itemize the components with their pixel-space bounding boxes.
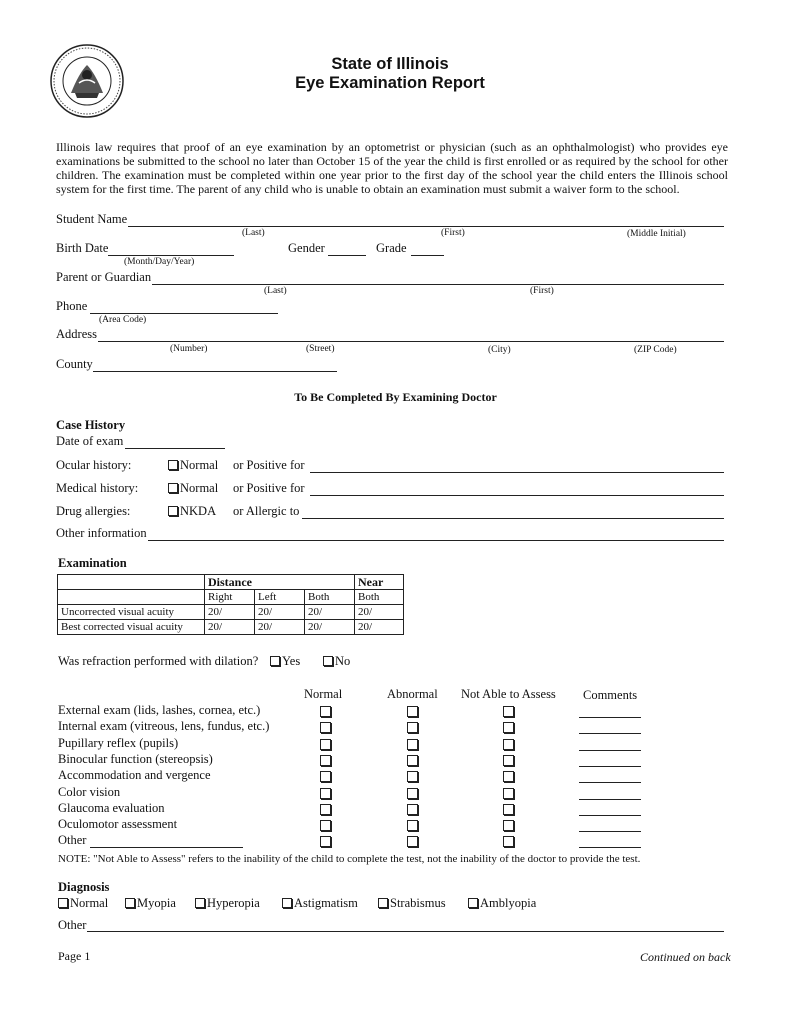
near-both-header: Both — [355, 590, 404, 605]
drug-allergic-field[interactable] — [302, 518, 724, 519]
normal-checkbox-icon[interactable] — [320, 771, 331, 782]
comments-field[interactable] — [579, 733, 641, 734]
address-zip-caption: (ZIP Code) — [634, 345, 677, 355]
checkbox-icon[interactable] — [168, 460, 178, 470]
comments-field[interactable] — [579, 831, 641, 832]
comments-field[interactable] — [579, 782, 641, 783]
comments-field[interactable] — [579, 799, 641, 800]
abnormal-checkbox-icon[interactable] — [407, 722, 418, 733]
abnormal-checkbox-icon[interactable] — [407, 804, 418, 815]
comments-field[interactable] — [579, 847, 641, 848]
abnormal-checkbox-icon[interactable] — [407, 788, 418, 799]
acuity-cell[interactable]: 20/ — [205, 605, 255, 620]
address-city-caption: (City) — [488, 345, 511, 355]
parent-field[interactable] — [152, 284, 724, 285]
medical-positive-label: or Positive for — [233, 481, 305, 495]
other-info-field[interactable] — [148, 540, 724, 541]
right-header: Right — [205, 590, 255, 605]
address-label: Address — [56, 327, 97, 341]
diagnosis-astigmatism-option[interactable] — [282, 896, 358, 911]
other-info-label: Other information — [56, 526, 147, 540]
diagnosis-option-label: Normal — [70, 896, 109, 910]
assessment-row-label: External exam (lids, lashes, cornea, etc.) — [58, 703, 261, 717]
table-row — [58, 620, 404, 635]
assessment-row-label: Accommodation and vergence — [58, 768, 211, 783]
not-able-checkbox-icon[interactable] — [503, 836, 514, 847]
comments-field[interactable] — [579, 717, 641, 718]
parent-first-caption: (First) — [530, 286, 554, 296]
medical-positive-field[interactable] — [310, 495, 724, 496]
assessment-row-label: Pupillary reflex (pupils) — [58, 735, 179, 750]
acuity-cell[interactable]: 20/ — [355, 620, 404, 635]
diagnosis-normal-option[interactable] — [58, 896, 108, 911]
left-header: Left — [255, 590, 305, 605]
assessment-row-label: Oculomotor assessment — [58, 817, 178, 832]
diagnosis-option-label: Myopia — [137, 896, 176, 910]
checkbox-icon[interactable] — [378, 898, 388, 908]
drug-allergic-label: or Allergic to — [233, 504, 300, 518]
normal-checkbox-icon[interactable] — [320, 755, 331, 766]
parent-label: Parent or Guardian — [56, 270, 152, 284]
dilation-yes-label: Yes — [282, 654, 301, 668]
abnormal-checkbox-icon[interactable] — [407, 820, 418, 831]
col-not-able-header: Not Able to Assess — [461, 687, 556, 701]
medical-history-label: Medical history: — [56, 481, 139, 495]
drug-nkda-label: NKDA — [180, 504, 217, 518]
medical-normal-label: Normal — [180, 481, 219, 495]
abnormal-checkbox-icon[interactable] — [407, 706, 418, 717]
table-corner — [58, 575, 205, 590]
acuity-cell[interactable]: 20/ — [255, 605, 305, 620]
normal-checkbox-icon[interactable] — [320, 820, 331, 831]
continued-note: Continued on back — [640, 950, 731, 964]
abnormal-checkbox-icon[interactable] — [407, 739, 418, 750]
intro-paragraph: Illinois law requires that proof of an eye examination by an optometrist or physician (such as an ophthalmologist) who provides eye examinations be submitted to the school no later than October 15 of the year the child is first enrolled or as required by the school for other children. The examination must be completed within one year prior to the first day of the school year the child enters the Illinois school system for the first time. The parent of any child who is unable to obtain an examination must submit a waiver form to the school. — [56, 140, 728, 196]
not-able-checkbox-icon[interactable] — [503, 755, 514, 766]
dilation-question: Was refraction performed with dilation? — [58, 654, 259, 668]
normal-checkbox-icon[interactable] — [320, 739, 331, 750]
table-row — [58, 605, 404, 620]
normal-checkbox-icon[interactable] — [320, 722, 331, 733]
col-comments-header: Comments — [583, 688, 638, 702]
visual-acuity-table — [57, 574, 404, 635]
address-street-caption: (Street) — [306, 344, 335, 354]
diagnosis-option-label: Astigmatism — [294, 896, 358, 910]
checkbox-icon[interactable] — [468, 898, 478, 908]
ocular-normal-option[interactable] — [168, 458, 218, 473]
student-last-caption: (Last) — [242, 228, 265, 238]
case-history-heading: Case History — [56, 418, 126, 432]
acuity-cell[interactable]: 20/ — [205, 620, 255, 635]
distance-header: Distance — [205, 575, 355, 590]
not-able-checkbox-icon[interactable] — [503, 722, 514, 733]
abnormal-checkbox-icon[interactable] — [407, 771, 418, 782]
not-able-checkbox-icon[interactable] — [503, 706, 514, 717]
drug-allergies-label: Drug allergies: — [56, 504, 131, 518]
grade-label: Grade — [376, 241, 407, 255]
examination-heading: Examination — [58, 556, 127, 570]
ocular-history-label: Ocular history: — [56, 458, 132, 472]
assessment-row-label: Internal exam (vitreous, lens, fundus, etc.) — [58, 719, 270, 734]
diagnosis-strabismus-option[interactable] — [378, 896, 446, 911]
abnormal-checkbox-icon[interactable] — [407, 755, 418, 766]
page-number: Page 1 — [58, 949, 91, 963]
ocular-positive-label: or Positive for — [233, 458, 305, 472]
dilation-yes-option[interactable] — [270, 654, 300, 669]
student-first-caption: (First) — [441, 228, 465, 238]
county-field[interactable] — [93, 371, 337, 372]
not-able-checkbox-icon[interactable] — [503, 804, 514, 815]
ocular-normal-label: Normal — [180, 458, 219, 472]
acuity-cell[interactable]: 20/ — [355, 605, 404, 620]
checkbox-icon[interactable] — [282, 898, 292, 908]
drug-nkda-option[interactable] — [168, 504, 216, 519]
assessment-row-label: Binocular function (stereopsis) — [58, 751, 213, 766]
gender-field[interactable] — [328, 255, 366, 256]
not-able-checkbox-icon[interactable] — [503, 820, 514, 831]
medical-normal-option[interactable] — [168, 481, 218, 496]
student-name-label: Student Name — [56, 212, 128, 226]
checkbox-icon[interactable] — [58, 898, 68, 908]
diagnosis-amblyopia-option[interactable] — [468, 896, 536, 911]
page-subtitle: Eye Examination Report — [295, 74, 485, 92]
diagnosis-option-label: Amblyopia — [480, 896, 537, 910]
acuity-cell[interactable]: 20/ — [305, 620, 355, 635]
normal-checkbox-icon[interactable] — [320, 706, 331, 717]
assessment-row-label: Color vision — [58, 784, 121, 799]
checkbox-icon[interactable] — [195, 898, 205, 908]
normal-checkbox-icon[interactable] — [320, 788, 331, 799]
diagnosis-heading: Diagnosis — [58, 880, 110, 894]
row-label: Best corrected visual acuity — [58, 620, 205, 635]
diagnosis-other-field[interactable] — [87, 931, 724, 932]
diagnosis-myopia-option[interactable] — [125, 896, 176, 911]
not-able-checkbox-icon[interactable] — [503, 771, 514, 782]
acuity-cell[interactable]: 20/ — [305, 605, 355, 620]
checkbox-icon[interactable] — [323, 656, 333, 666]
diagnosis-option-label: Strabismus — [390, 896, 446, 910]
diagnosis-other-label: Other — [58, 918, 87, 932]
assessment-row-label: Other — [58, 833, 87, 848]
assessment-row-label: Glaucoma evaluation — [58, 800, 165, 815]
acuity-cell[interactable]: 20/ — [255, 620, 305, 635]
birth-date-field[interactable] — [108, 255, 234, 256]
comments-field[interactable] — [579, 766, 641, 767]
not-able-checkbox-icon[interactable] — [503, 788, 514, 799]
student-middle-caption: (Middle Initial) — [627, 229, 686, 239]
diagnosis-option-label: Hyperopia — [207, 896, 260, 910]
not-able-checkbox-icon[interactable] — [503, 739, 514, 750]
birth-date-label: Birth Date — [56, 241, 109, 255]
dilation-no-label: No — [335, 654, 351, 668]
exam-date-label: Date of exam — [56, 434, 124, 448]
checkbox-icon[interactable] — [168, 483, 178, 493]
checkbox-icon[interactable] — [270, 656, 280, 666]
county-label: County — [56, 357, 93, 371]
phone-label: Phone — [56, 299, 88, 313]
note-text: NOTE: "Not Able to Assess" refers to the inability of the child to complete the test, not the inability of the doctor to provide the test. — [58, 853, 641, 865]
area-code-caption: (Area Code) — [99, 315, 147, 325]
col-abnormal-header: Abnormal — [387, 687, 438, 701]
near-header: Near — [355, 575, 404, 590]
phone-field[interactable] — [90, 313, 278, 314]
other-assessment-field[interactable] — [90, 847, 243, 848]
comments-field[interactable] — [579, 750, 641, 751]
gender-label: Gender — [288, 241, 325, 255]
normal-checkbox-icon[interactable] — [320, 804, 331, 815]
comments-field[interactable] — [579, 815, 641, 816]
normal-checkbox-icon[interactable] — [320, 836, 331, 847]
diagnosis-hyperopia-option[interactable] — [195, 896, 260, 911]
birth-date-caption: (Month/Day/Year) — [124, 257, 195, 267]
checkbox-icon[interactable] — [125, 898, 135, 908]
student-name-field[interactable] — [128, 226, 724, 227]
row-label: Uncorrected visual acuity — [58, 605, 205, 620]
state-seal-icon — [49, 43, 125, 119]
grade-field[interactable] — [411, 255, 444, 256]
parent-last-caption: (Last) — [264, 286, 287, 296]
ocular-positive-field[interactable] — [310, 472, 724, 473]
checkbox-icon[interactable] — [168, 506, 178, 516]
both-header: Both — [305, 590, 355, 605]
address-number-caption: (Number) — [170, 344, 208, 354]
abnormal-checkbox-icon[interactable] — [407, 836, 418, 847]
col-normal-header: Normal — [304, 687, 343, 701]
page-title: State of Illinois — [331, 55, 449, 73]
exam-date-field[interactable] — [125, 448, 225, 449]
address-field[interactable] — [98, 341, 724, 342]
doctor-section-heading: To Be Completed By Examining Doctor — [294, 390, 497, 404]
table-blank — [58, 590, 205, 605]
dilation-no-option[interactable] — [323, 654, 350, 669]
